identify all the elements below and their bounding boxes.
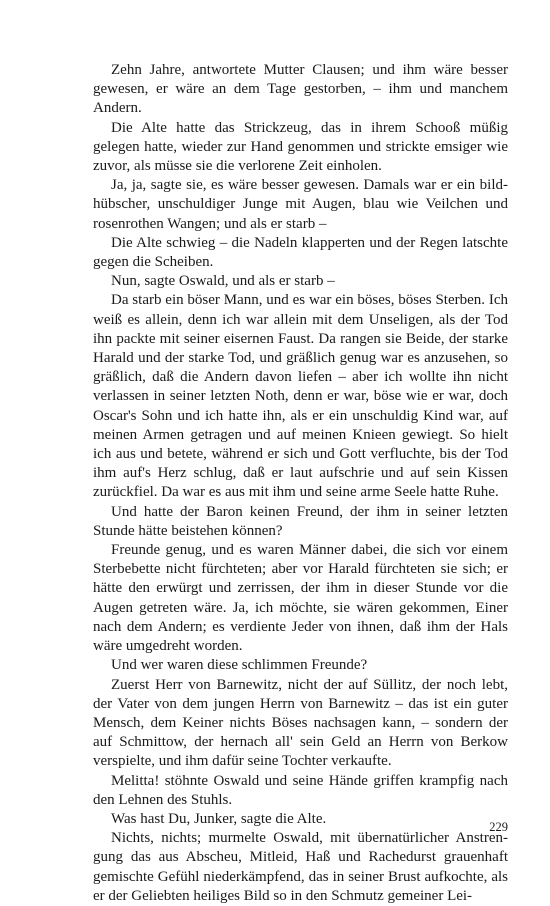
paragraph: Nichts, nichts; murmelte Oswald, mit übernatürlicher Anstrengung das aus Abscheu, Mitleid, Haß und Rachedurst grauenhaft gemischte Gefühl niederkämpfend, das in seiner Brust aufkochte, als er der Geliebten heiliges Bild so in den Schmutz gemeiner Lei-	[93, 830, 508, 904]
paragraph: Die Alte schwieg – die Nadeln klapperten und der Regen latschte gegen die Scheiben.	[93, 234, 508, 271]
paragraph: Melitta! stöhnte Oswald und seine Hände griffen krampfig nach den Lehnen des Stuhls.	[93, 772, 508, 808]
paragraph: Ja, ja, sagte sie, es wäre besser gewesen. Damals war er ein bildhübscher, unschuldiger Junge mit Augen, blau wie Veilchen und rosenrothen Wangen; und als er starb –	[93, 177, 508, 232]
paragraph: Was hast Du, Junker, sagte die Alte.	[111, 810, 327, 827]
paragraph: Und wer waren diese schlimmen Freunde?	[111, 657, 368, 674]
paragraph: Da starb ein böser Mann, und es war ein böses, böses Sterben. Ich weiß es allein, denn ich war allein mit dem Unseligen, als der Tod ihn packte mit seiner eisernen Faust. Da rangen sie Beide, der starke Harald und der starke Tod, und gräßlich genug war es anzusehen, so gräßlich, daß die Andern davon liefen – aber ich wollte ihn nicht verlassen in seiner letzten Noth, denn er war, böse wie er war, doch Oscar's Sohn und ich hatte ihn, als er ein unschuldig Kind war, auf meinen Armen getragen und auf meinen Knieen gewiegt. So hielt ich aus und betete, während er sich und Gott verfluchte, bis der Tod ihm auf's Herz schlug, daß er laut aufschrie und auf sein Kissen zurückfiel. Da war es aus mit ihm und seine arme Seele hatte Ruhe.	[93, 292, 508, 501]
page-text	[93, 61, 508, 906]
page-number: 229	[489, 820, 508, 834]
paragraph: Die Alte hatte das Strickzeug, das in ihrem Schooß müßig gelegen hatte, wieder zur Hand genommen und strickte emsiger wie zuvor, als müsse sie die verlorene Zeit einholen.	[93, 119, 508, 175]
paragraph: Und hatte der Baron keinen Freund, der ihm in seiner letzten Stunde hätte beistehen können?	[93, 503, 508, 539]
paragraph: Zuerst Herr von Barnewitz, nicht der auf Süllitz, der noch lebt, der Vater von dem jungen Herrn von Barnewitz – das ist ein guter Mensch, dem Keiner nichts Böses nachsagen kann, – sondern der auf Schmittow, der hernach all' sein Geld an Herrn von Berkow verspielte, und ihm dafür seine Tochter verkaufte.	[93, 676, 508, 770]
paragraph: Freunde genug, und es waren Männer dabei, die sich vor einem Sterbebette nicht fürchteten; aber vor Harald fürchteten sie sich; er hätte den erwürgt und zerrissen, der ihm in dieser Stunde vor die Augen getreten wäre. Ja, ich möchte, sie wären gekommen, Einer nach dem Andern; es verdiente Jeder von ihnen, daß ihm der Hals wäre umgedreht worden.	[93, 542, 508, 655]
paragraph: Zehn Jahre, antwortete Mutter Clausen; und ihm wäre besser gewesen, er wäre an dem Tage gestorben, – ihm und manchem Andern.	[93, 62, 508, 117]
paragraph: Nun, sagte Oswald, und als er starb –	[111, 273, 335, 290]
